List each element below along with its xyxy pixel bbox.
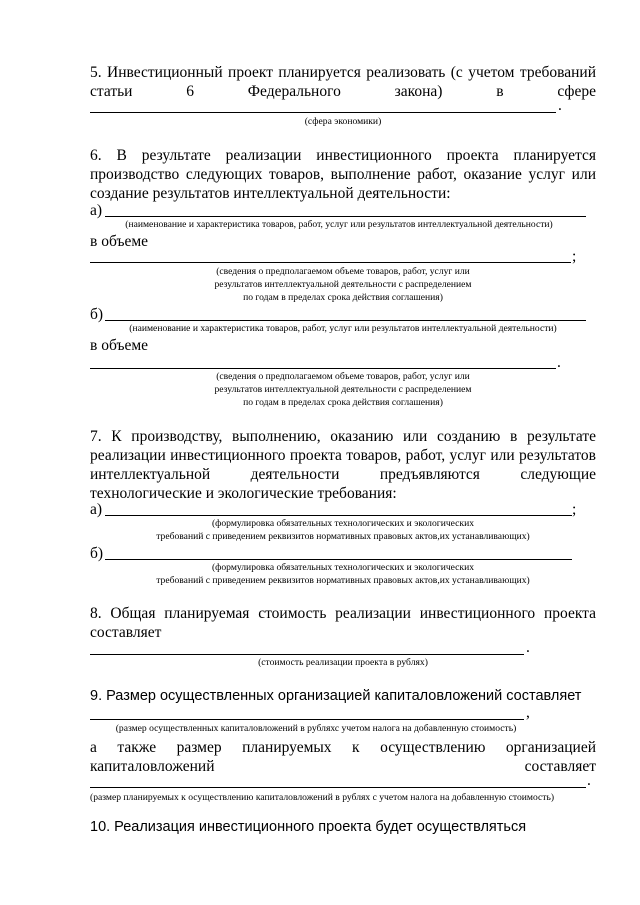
section-9-text-2-line [90,738,596,776]
section-6-b-volume-caption-3: по годам в пределах срока действия соглашения) [243,397,443,408]
section-7-a-line[interactable] [105,515,572,516]
section-7-a-caption-2: требований с приведением реквизитов нормативных правовых актов,их устанавливающих) [156,531,530,542]
section-6-b-label: б) [90,306,104,323]
section-6-a-volume-line[interactable] [90,262,571,263]
section-6-a-volume-caption-2: результатов интеллектуальной деятельности с распределением [214,279,472,290]
section-8-text-line1 [90,604,596,642]
section-6-b-volume-caption-1: (сведения о предполагаемом объеме товаров, работ, услуг или [216,371,470,382]
section-9-end-punct-1: , [526,704,530,721]
section-6-b-name-caption: (наименование и характеристика товаров, работ, услуг или результатов интеллектуальной деятельности) [129,323,557,334]
section-6-b-volume-caption-2: результатов интеллектуальной деятельности с распределением [214,384,472,395]
section-6-a-name-line[interactable] [105,216,586,217]
section-5-text: 5. Инвестиционный проект планируется реализовать (с учетом требований статьи 6 Федерального закона) в сфере [90,64,596,100]
section-9-text-2: а также размер планируемых к осуществлению организацией капиталовложений составляет [90,739,596,775]
section-7-b-label: б) [90,545,104,562]
section-6-a-volume-label: в объеме [90,233,149,250]
section-9-end-punct-2: . [587,772,591,789]
section-5-end-punct: . [558,97,562,114]
section-6-a-volume-caption-3: по годам в пределах срока действия соглашения) [243,292,443,303]
section-9-field-line-2[interactable] [90,787,586,788]
section-5-caption: (сфера экономики) [304,116,382,127]
section-9-caption-1: (размер осуществленных капиталовложений в рубляхс учетом налога на добавленную стоимость) [115,723,517,734]
section-6-b-end-punct: . [557,354,561,371]
section-5-field-line[interactable] [90,112,556,113]
section-7-a-caption-1: (формулировка обязательных технологических и экологических [211,518,475,529]
section-6-b-volume-label: в объеме [90,337,149,354]
section-8-field-line[interactable] [90,654,524,655]
section-7-a-label: а) [90,501,103,518]
section-7-b-caption-2: требований с приведением реквизитов нормативных правовых актов,их устанавливающих) [156,575,530,586]
section-6-a-label: а) [90,202,103,219]
section-6-a-name-caption: (наименование и характеристика товаров, работ, услуг или результатов интеллектуальной деятельности) [125,219,553,230]
section-9-field-line-1[interactable] [90,719,524,720]
section-8-end-punct: . [526,639,530,656]
section-8-text: 8. Общая планируемая стоимость реализации инвестиционного проекта составляет [90,605,596,641]
section-9-text: 9. Размер осуществленных организацией капиталовложений составляет [90,688,582,704]
section-6-text: 6. В результате реализации инвестиционного проекта планируется производство следующих товаров, выполнение работ, оказание услуг или создание результатов интеллектуальной деятельности: [90,147,596,202]
section-7-b-line[interactable] [105,559,572,560]
document-page [90,0,596,905]
section-7-text: 7. К производству, выполнению, оказанию или созданию в результате реализации инвестиционного проекта товаров, работ, услуг или результатов интеллектуальной деятельности предъявляются следующие технологические и экологические требования: [90,428,596,502]
section-7-a-end-punct: ; [572,501,577,518]
section-8-caption: (стоимость реализации проекта в рублях) [258,657,428,668]
section-9-caption-2: (размер планируемых к осуществлению капиталовложений в рублях с учетом налога на добавленную стоимость) [90,792,555,803]
section-7-b-caption-1: (формулировка обязательных технологических и экологических [211,562,475,573]
section-10-text: 10. Реализация инвестиционного проекта будет осуществляться [90,819,527,835]
section-6-a-volume-caption-1: (сведения о предполагаемом объеме товаров, работ, услуг или [216,266,470,277]
section-6-b-name-line[interactable] [105,320,586,321]
section-6-b-volume-line[interactable] [90,368,556,369]
section-6-a-end-punct: ; [572,248,577,265]
